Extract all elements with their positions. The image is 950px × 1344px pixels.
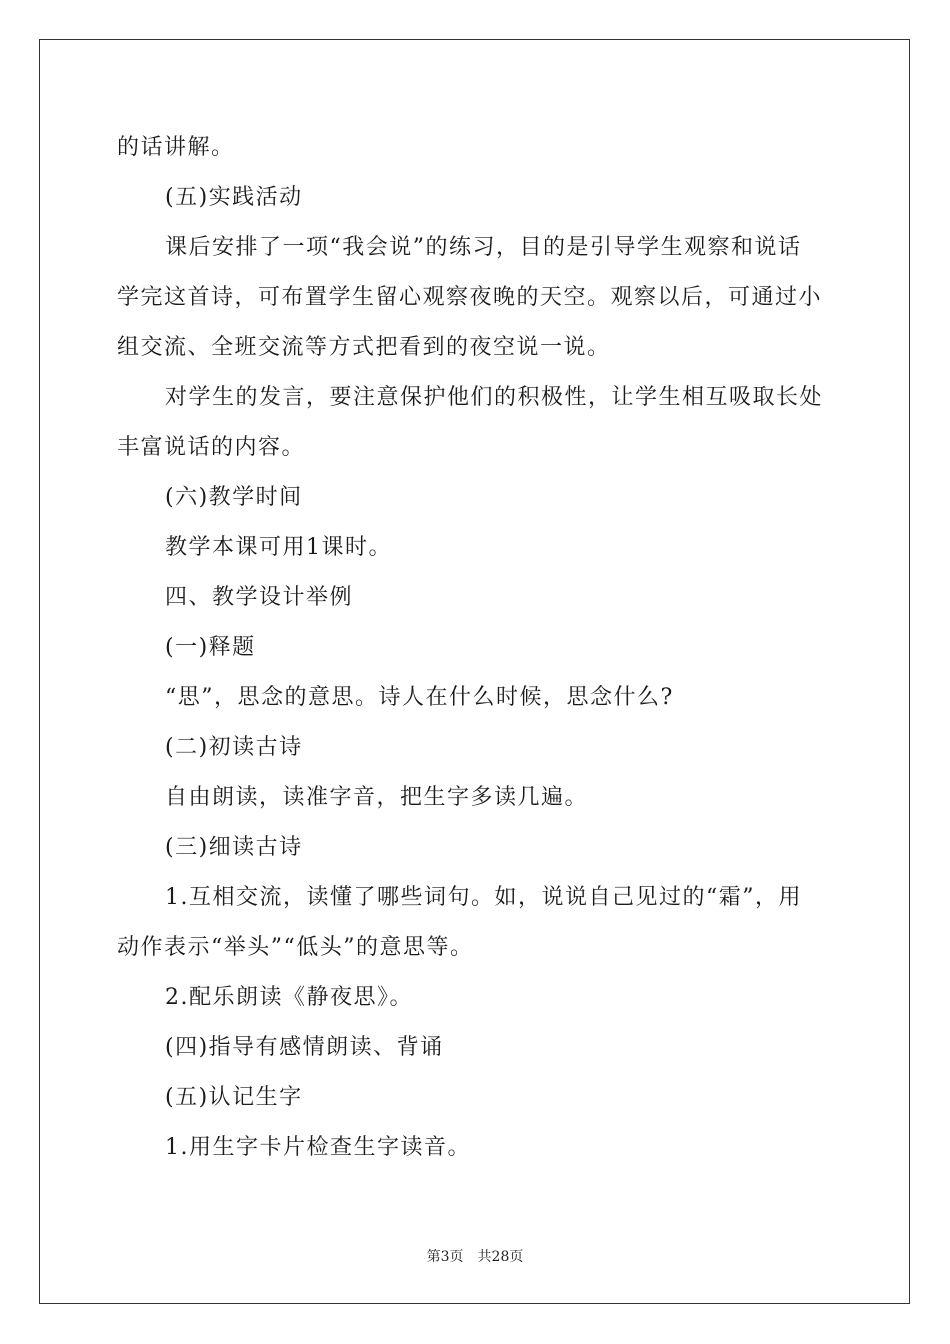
page-border bbox=[39, 39, 910, 1304]
text-line: 的话讲解。 bbox=[117, 135, 235, 160]
section-heading: 四、教学设计举例 bbox=[165, 585, 354, 610]
text-line: 丰富说话的内容。 bbox=[117, 435, 306, 460]
text-line: 教学本课可用1课时。 bbox=[165, 535, 392, 560]
text-line: 对学生的发言，要注意保护他们的积极性，让学生相互吸取长处 bbox=[165, 385, 824, 410]
section-heading: (五)实践活动 bbox=[165, 185, 303, 210]
section-heading: (五)认记生字 bbox=[165, 1085, 303, 1110]
section-heading: (一)释题 bbox=[165, 635, 256, 660]
text-line: “思”，思念的意思。诗人在什么时候，思念什么? bbox=[165, 685, 674, 710]
section-heading: (四)指导有感情朗读、背诵 bbox=[165, 1035, 444, 1060]
text-line: 课后安排了一项“我会说”的练习，目的是引导学生观察和说话 bbox=[165, 235, 802, 260]
page-number: 第3页 bbox=[426, 1249, 464, 1265]
text-line: 动作表示“举头”“低头”的意思等。 bbox=[117, 935, 474, 960]
page-total: 共28页 bbox=[477, 1249, 524, 1265]
text-line: 学完这首诗，可布置学生留心观察夜晚的天空。观察以后，可通过小 bbox=[117, 285, 823, 310]
text-line: 1.用生字卡片检查生字读音。 bbox=[165, 1135, 471, 1160]
text-line: 1.互相交流，读懂了哪些词句。如，说说自己见过的“霜”，用 bbox=[165, 885, 802, 910]
page-footer bbox=[0, 1248, 950, 1266]
text-line: 组交流、全班交流等方式把看到的夜空说一说。 bbox=[117, 335, 611, 360]
section-heading: (二)初读古诗 bbox=[165, 735, 303, 760]
section-heading: (三)细读古诗 bbox=[165, 835, 303, 860]
section-heading: (六)教学时间 bbox=[165, 485, 303, 510]
text-line: 自由朗读，读准字音，把生字多读几遍。 bbox=[165, 785, 589, 810]
text-line: 2.配乐朗读《静夜思》。 bbox=[165, 985, 413, 1010]
